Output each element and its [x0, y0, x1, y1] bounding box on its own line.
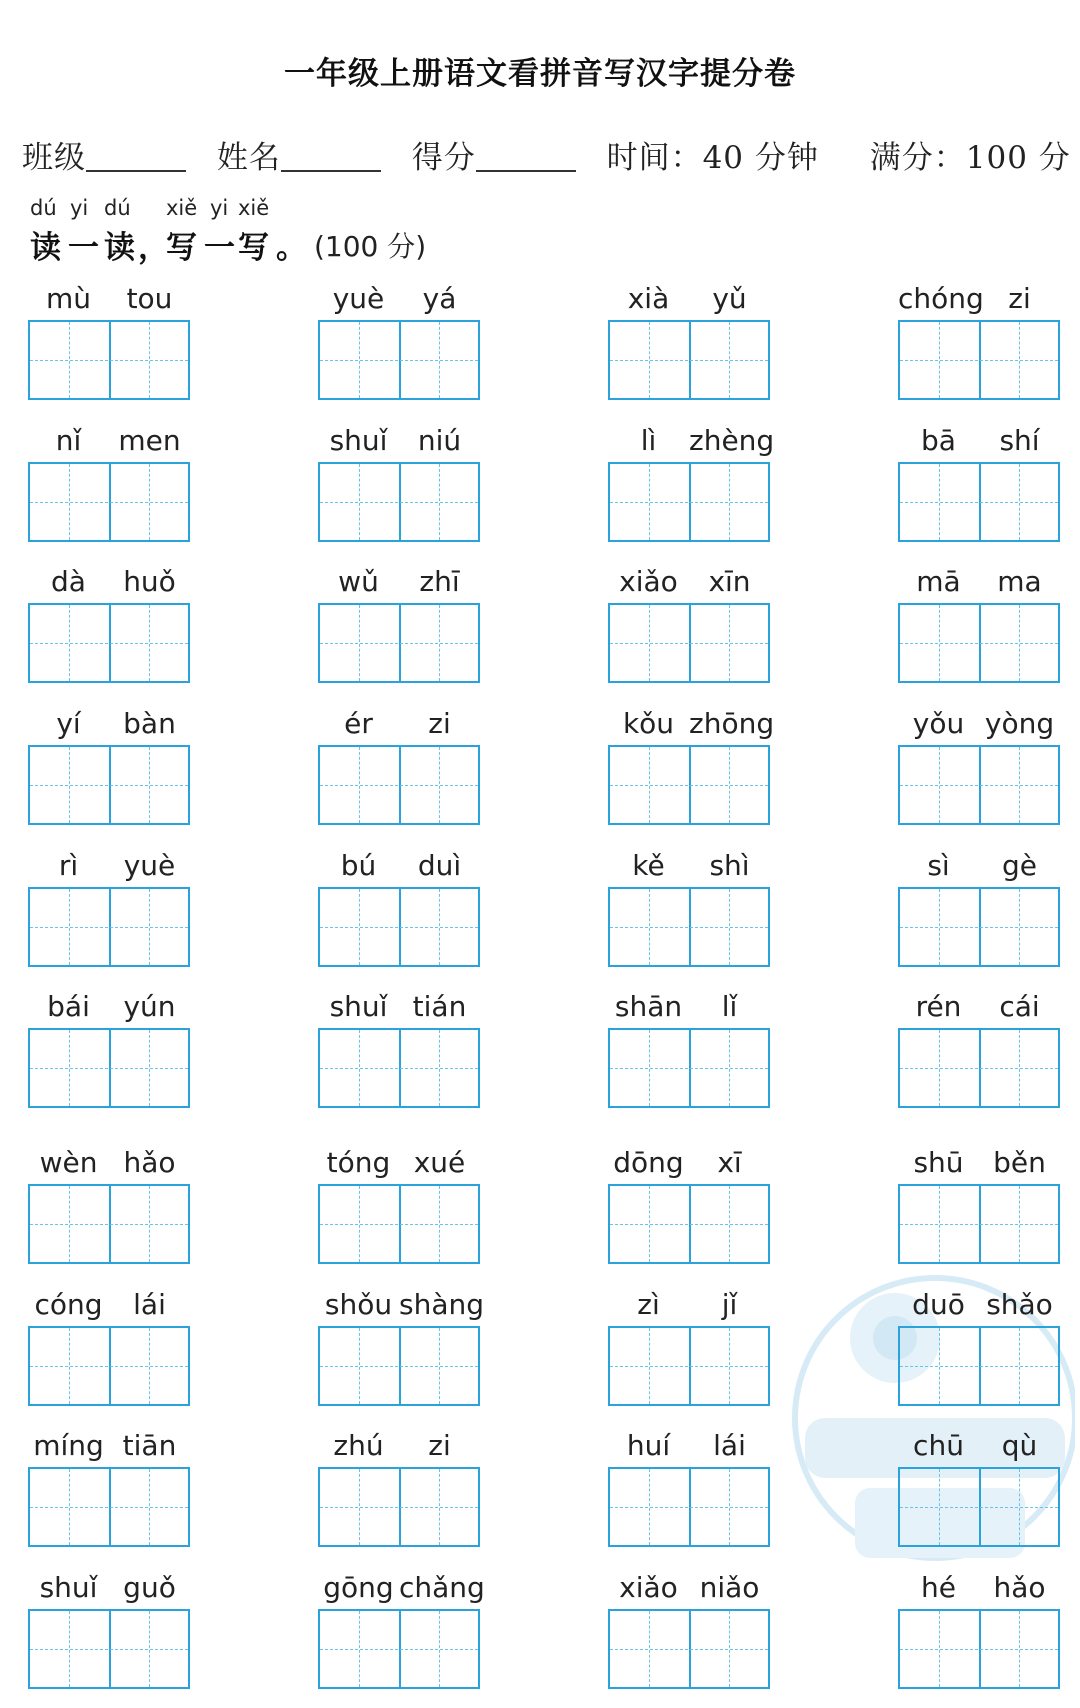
tianzige-writing-box[interactable] [318, 1326, 480, 1406]
guide-line [30, 927, 188, 928]
pinyin-syllable: lái [713, 1429, 746, 1462]
tianzige-writing-box[interactable] [898, 1028, 1060, 1108]
time-text: 时间：40 分钟 [606, 140, 819, 176]
guide-line [610, 360, 768, 361]
pinyin-syllable: yí [56, 707, 81, 740]
pinyin-syllable: mù [45, 282, 92, 315]
instruction-pinyin: xiě [166, 196, 198, 220]
guide-line [610, 1649, 768, 1650]
guide-line [320, 1649, 478, 1650]
pinyin-syllable: yá [422, 282, 457, 315]
word-pinyin [318, 565, 480, 599]
guide-line [30, 785, 188, 786]
instruction-char: 读 [30, 230, 61, 266]
tianzige-writing-box[interactable] [898, 462, 1060, 542]
instruction-char: 写 [238, 230, 269, 266]
word-pinyin [608, 1571, 770, 1605]
guide-line [900, 927, 1058, 928]
guide-line [30, 1649, 188, 1650]
guide-line [900, 1068, 1058, 1069]
pinyin-syllable: hǎo [993, 1571, 1046, 1604]
pinyin-syllable: gōng [323, 1571, 394, 1604]
pinyin-syllable: shí [999, 424, 1040, 457]
pinyin-syllable: tián [412, 990, 467, 1023]
tianzige-writing-box[interactable] [28, 887, 190, 967]
guide-line [30, 502, 188, 503]
instruction-pinyin: yi [70, 196, 89, 220]
tianzige-writing-box[interactable] [318, 1028, 480, 1108]
pinyin-syllable: dà [51, 565, 86, 598]
pinyin-syllable: jǐ [721, 1288, 738, 1321]
pinyin-syllable: yuè [123, 849, 176, 882]
pinyin-syllable: lì [640, 424, 657, 457]
pinyin-syllable: xué [413, 1146, 466, 1179]
word-pinyin [608, 849, 770, 883]
tianzige-writing-box[interactable] [608, 745, 770, 825]
tianzige-writing-box[interactable] [608, 603, 770, 683]
pinyin-syllable: bái [47, 990, 90, 1023]
score-label: 得分 [411, 140, 476, 176]
tianzige-writing-box[interactable] [318, 1467, 480, 1547]
tianzige-writing-box[interactable] [898, 603, 1060, 683]
guide-line [610, 927, 768, 928]
instruction-char: 读 [104, 230, 135, 266]
tianzige-writing-box[interactable] [28, 320, 190, 400]
pinyin-syllable: yún [123, 990, 176, 1023]
pinyin-syllable: hé [921, 1571, 956, 1604]
word-pinyin [898, 1146, 1060, 1180]
word-pinyin [608, 990, 770, 1024]
tianzige-writing-box[interactable] [608, 1609, 770, 1689]
instruction-pinyin: dú [30, 196, 57, 220]
guide-line [320, 1068, 478, 1069]
tianzige-writing-box[interactable] [28, 462, 190, 542]
pinyin-syllable: nǐ [55, 424, 82, 457]
pinyin-syllable: shì [709, 849, 750, 882]
pinyin-syllable: xià [627, 282, 670, 315]
pinyin-syllable: ma [997, 565, 1042, 598]
pinyin-syllable: tóng [326, 1146, 391, 1179]
guide-line [320, 360, 478, 361]
pinyin-syllable: shān [614, 990, 683, 1023]
tianzige-writing-box[interactable] [28, 1028, 190, 1108]
tianzige-writing-box[interactable] [28, 1326, 190, 1406]
word-pinyin [898, 707, 1060, 741]
guide-line [900, 643, 1058, 644]
tianzige-writing-box[interactable] [318, 887, 480, 967]
pinyin-syllable: chóng [898, 282, 984, 315]
word-pinyin [318, 424, 480, 458]
pinyin-syllable: cái [999, 990, 1040, 1023]
tianzige-writing-box[interactable] [28, 1467, 190, 1547]
tianzige-writing-box[interactable] [318, 603, 480, 683]
pinyin-syllable: bā [921, 424, 956, 457]
pinyin-syllable: rén [915, 990, 962, 1023]
guide-line [320, 927, 478, 928]
word-pinyin [318, 282, 480, 316]
tianzige-writing-box[interactable] [318, 462, 480, 542]
guide-line [610, 643, 768, 644]
guide-line [900, 1224, 1058, 1225]
pinyin-syllable: zhèng [689, 424, 775, 457]
tianzige-writing-box[interactable] [318, 1609, 480, 1689]
tianzige-writing-box[interactable] [898, 1609, 1060, 1689]
pinyin-syllable: lǐ [721, 990, 738, 1023]
tianzige-writing-box[interactable] [898, 1184, 1060, 1264]
guide-line [30, 643, 188, 644]
word-pinyin [28, 707, 190, 741]
pinyin-syllable: duō [912, 1288, 965, 1321]
pinyin-syllable: men [118, 424, 181, 457]
pinyin-syllable: míng [33, 1429, 104, 1462]
word-pinyin [318, 990, 480, 1024]
pinyin-syllable: lái [133, 1288, 166, 1321]
word-pinyin [28, 990, 190, 1024]
tianzige-writing-box[interactable] [898, 1467, 1060, 1547]
tianzige-writing-box[interactable] [898, 1326, 1060, 1406]
guide-line [900, 502, 1058, 503]
word-pinyin [318, 849, 480, 883]
guide-line [610, 1366, 768, 1367]
tianzige-writing-box[interactable] [318, 745, 480, 825]
instruction-char: 。 [276, 230, 307, 266]
tianzige-writing-box[interactable] [608, 1028, 770, 1108]
pinyin-syllable: niú [417, 424, 462, 457]
word-pinyin [28, 1429, 190, 1463]
tianzige-writing-box[interactable] [608, 1467, 770, 1547]
guide-line [320, 785, 478, 786]
pinyin-syllable: mā [916, 565, 961, 598]
word-pinyin [318, 1288, 485, 1322]
tianzige-writing-box[interactable] [608, 887, 770, 967]
pinyin-syllable: zì [637, 1288, 660, 1321]
pinyin-syllable: guǒ [123, 1571, 176, 1604]
pinyin-syllable: shuǐ [329, 424, 388, 457]
guide-line [320, 1507, 478, 1508]
pinyin-syllable: shū [913, 1146, 964, 1179]
pinyin-syllable: zhōng [689, 707, 775, 740]
name-label: 姓名 [216, 140, 281, 176]
pinyin-syllable: rì [58, 849, 79, 882]
instruction-char: 一 [68, 230, 99, 266]
word-pinyin [608, 565, 770, 599]
guide-line [30, 360, 188, 361]
pinyin-syllable: ér [344, 707, 373, 740]
word-pinyin [898, 1571, 1060, 1605]
guide-line [30, 1366, 188, 1367]
tianzige-writing-box[interactable] [898, 887, 1060, 967]
word-pinyin [318, 1429, 480, 1463]
guide-line [610, 1068, 768, 1069]
guide-line [900, 360, 1058, 361]
tianzige-writing-box[interactable] [28, 1184, 190, 1264]
guide-line [900, 1649, 1058, 1650]
class-label: 班级 [22, 140, 86, 176]
word-pinyin [608, 1429, 770, 1463]
tianzige-writing-box[interactable] [28, 745, 190, 825]
pinyin-syllable: shǒu [324, 1288, 393, 1321]
pinyin-syllable: xiǎo [619, 1571, 678, 1604]
instruction-char: ， [138, 230, 169, 266]
guide-line [320, 502, 478, 503]
guide-line [610, 785, 768, 786]
word-pinyin [28, 282, 190, 316]
pinyin-syllable: zhī [419, 565, 460, 598]
word-pinyin [318, 1571, 485, 1605]
instruction-pinyin: yi [210, 196, 229, 220]
instruction-pinyin: xiě [238, 196, 270, 220]
guide-line [320, 1224, 478, 1225]
word-pinyin [608, 1146, 770, 1180]
pinyin-syllable: yǒu [912, 707, 965, 740]
word-pinyin [898, 990, 1060, 1024]
tianzige-writing-box[interactable] [28, 603, 190, 683]
word-pinyin [898, 565, 1060, 599]
instruction-points: (100 分) [314, 230, 427, 263]
instruction-pinyin: dú [104, 196, 131, 220]
tianzige-writing-box[interactable] [608, 1326, 770, 1406]
pinyin-syllable: kě [632, 849, 665, 882]
tianzige-writing-box[interactable] [608, 320, 770, 400]
guide-line [900, 1507, 1058, 1508]
pinyin-syllable: yuè [332, 282, 385, 315]
guide-line [610, 502, 768, 503]
word-pinyin [28, 849, 190, 883]
guide-line [30, 1068, 188, 1069]
guide-line [320, 1366, 478, 1367]
word-pinyin [28, 1288, 190, 1322]
tianzige-writing-box[interactable] [318, 320, 480, 400]
pinyin-syllable: shǎo [986, 1288, 1053, 1321]
word-pinyin [608, 424, 775, 458]
pinyin-syllable: shàng [399, 1288, 485, 1321]
word-pinyin [318, 707, 480, 741]
pinyin-syllable: duì [417, 849, 462, 882]
pinyin-syllable: wèn [39, 1146, 98, 1179]
guide-line [610, 1507, 768, 1508]
instruction-char: 一 [204, 230, 235, 266]
pinyin-syllable: zi [1008, 282, 1031, 315]
guide-line [900, 785, 1058, 786]
word-pinyin [898, 849, 1060, 883]
pinyin-syllable: sì [927, 849, 950, 882]
pinyin-syllable: tou [126, 282, 173, 315]
guide-line [900, 1366, 1058, 1367]
pinyin-syllable: bú [340, 849, 377, 882]
pinyin-syllable: xiǎo [619, 565, 678, 598]
pinyin-syllable: běn [993, 1146, 1046, 1179]
pinyin-syllable: tiān [122, 1429, 177, 1462]
pinyin-syllable: xīn [708, 565, 751, 598]
pinyin-syllable: bàn [123, 707, 176, 740]
pinyin-syllable: hǎo [123, 1146, 176, 1179]
pinyin-syllable: wǔ [338, 565, 379, 598]
tianzige-writing-box[interactable] [898, 320, 1060, 400]
tianzige-writing-box[interactable] [608, 1184, 770, 1264]
word-pinyin [608, 707, 775, 741]
tianzige-writing-box[interactable] [28, 1609, 190, 1689]
full-score-text: 满分：100 分 [869, 140, 1071, 176]
word-pinyin [608, 282, 770, 316]
pinyin-syllable: zhú [333, 1429, 384, 1462]
word-pinyin [898, 424, 1060, 458]
pinyin-syllable: dōng [613, 1146, 684, 1179]
pinyin-syllable: shuǐ [329, 990, 388, 1023]
pinyin-syllable: gè [1002, 849, 1037, 882]
word-pinyin [28, 565, 190, 599]
word-pinyin [318, 1146, 480, 1180]
word-pinyin [898, 1429, 1060, 1463]
word-pinyin [898, 1288, 1060, 1322]
word-pinyin [28, 424, 190, 458]
guide-line [30, 1224, 188, 1225]
tianzige-writing-box[interactable] [318, 1184, 480, 1264]
pinyin-syllable: huí [626, 1429, 671, 1462]
guide-line [30, 1507, 188, 1508]
tianzige-writing-box[interactable] [898, 745, 1060, 825]
pinyin-syllable: yòng [984, 707, 1055, 740]
pinyin-syllable: cóng [34, 1288, 103, 1321]
pinyin-syllable: chǎng [399, 1571, 485, 1604]
pinyin-syllable: kǒu [622, 707, 675, 740]
pinyin-syllable: zi [428, 707, 451, 740]
word-pinyin [28, 1146, 190, 1180]
pinyin-syllable: yǔ [712, 282, 747, 315]
word-pinyin [608, 1288, 770, 1322]
instruction-char: 写 [166, 230, 197, 266]
word-pinyin [898, 282, 1060, 316]
pinyin-syllable: huǒ [123, 565, 176, 598]
pinyin-syllable: xī [717, 1146, 742, 1179]
tianzige-writing-box[interactable] [608, 462, 770, 542]
pinyin-syllable: qù [1001, 1429, 1038, 1462]
pinyin-syllable: chū [913, 1429, 964, 1462]
word-pinyin [28, 1571, 190, 1605]
guide-line [320, 643, 478, 644]
pinyin-syllable: shuǐ [39, 1571, 98, 1604]
guide-line [610, 1224, 768, 1225]
page-title: 一年级上册语文看拼音写汉字提分卷 [284, 56, 796, 92]
pinyin-syllable: niǎo [699, 1571, 760, 1604]
pinyin-syllable: zi [428, 1429, 451, 1462]
